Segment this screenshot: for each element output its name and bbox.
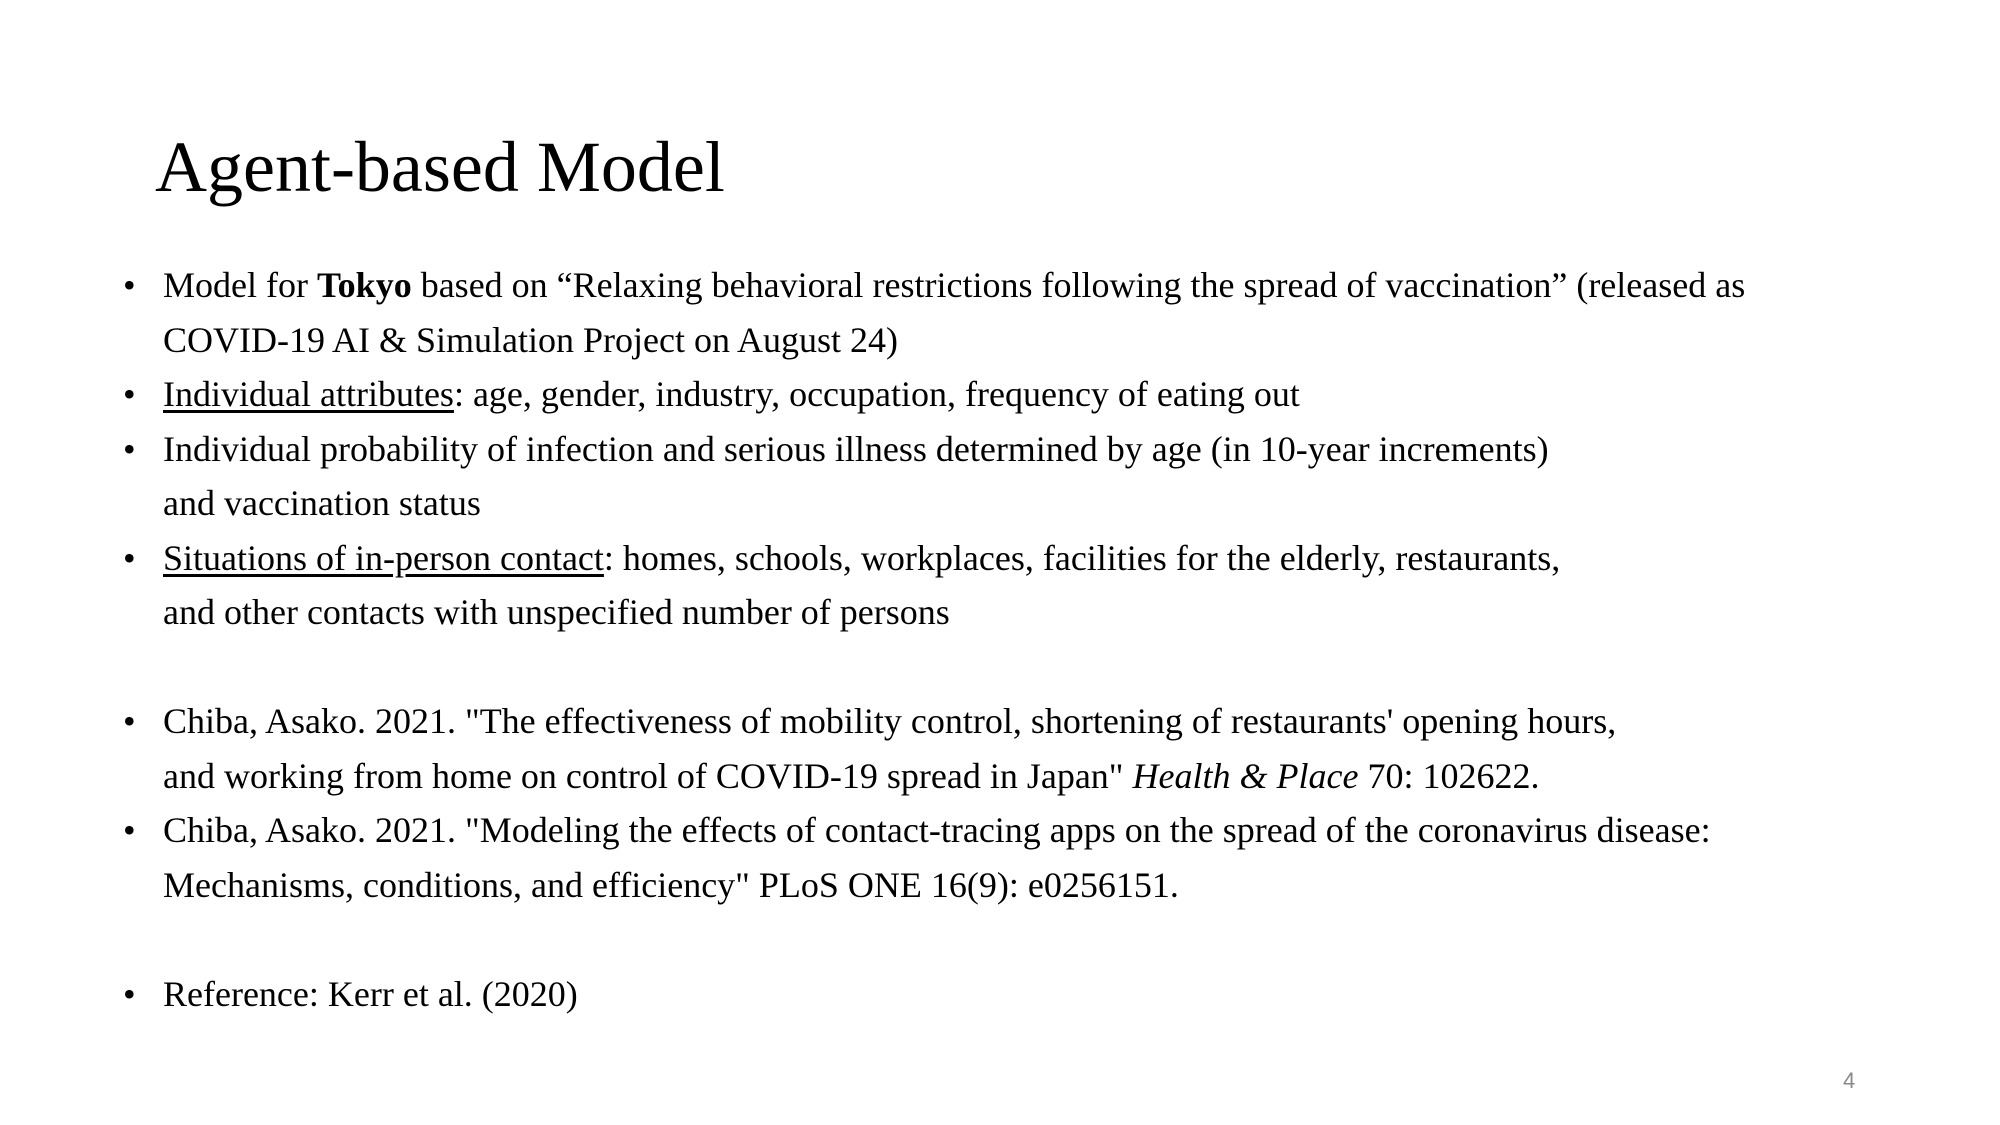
spacer bbox=[123, 640, 1923, 695]
reference-text: and working from home on control of COVID-19 spread in Japan" bbox=[163, 755, 1133, 796]
bullet-dot: • bbox=[123, 701, 136, 741]
underlined-term: Individual attributes bbox=[163, 374, 454, 414]
bullet-dot: • bbox=[123, 265, 136, 305]
bullet-model-tokyo bbox=[123, 258, 1923, 367]
reference-chiba-contact-tracing bbox=[123, 803, 1923, 912]
reference-text: Mechanisms, conditions, and efficiency" PLoS ONE 16(9): e0256151. bbox=[163, 864, 1179, 905]
bullet-dot: • bbox=[123, 973, 136, 1014]
bullet-dot: • bbox=[123, 810, 136, 850]
reference-chiba-mobility bbox=[123, 694, 1923, 803]
bullet-text: Individual probability of infection and serious illness determined by age (in 10-year increments) bbox=[163, 428, 1549, 469]
reference-kerr bbox=[123, 967, 1923, 1022]
bullet-text-continuation: COVID-19 AI & Simulation Project on August 24) bbox=[163, 319, 898, 360]
reference-text: Reference: Kerr et al. (2020) bbox=[163, 973, 578, 1014]
bullet-text: based on “Relaxing behavioral restrictions following the spread of vaccination” (released as bbox=[411, 265, 1746, 305]
bullet-infection-probability bbox=[123, 422, 1923, 531]
bullet-text-continuation: and vaccination status bbox=[163, 483, 481, 523]
slide-title: Agent-based Model bbox=[155, 127, 725, 207]
bold-tokyo: Tokyo bbox=[316, 265, 412, 305]
slide-body bbox=[123, 258, 1923, 1021]
spacer bbox=[123, 912, 1923, 967]
reference-text: Chiba, Asako. 2021. "The effectiveness of mobility control, shortening of restaurants' opening hours, bbox=[163, 701, 1617, 741]
bullet-text: Model for bbox=[163, 265, 317, 305]
bullet-dot: • bbox=[123, 374, 136, 414]
reference-text: Chiba, Asako. 2021. "Modeling the effects of contact-tracing apps on the spread of the coronavirus disease: bbox=[163, 810, 1711, 850]
bullet-text: : age, gender, industry, occupation, frequency of eating out bbox=[453, 374, 1300, 414]
journal-name: Health & Place bbox=[1132, 755, 1359, 796]
underlined-term: Situations of in-person contact bbox=[163, 537, 604, 578]
bullet-dot: • bbox=[123, 428, 136, 469]
reference-text: 70: 102622. bbox=[1358, 755, 1540, 796]
page-number: 4 bbox=[1843, 1068, 1856, 1093]
bullet-individual-attributes bbox=[123, 367, 1923, 422]
bullet-dot: • bbox=[123, 537, 136, 578]
bullet-text: : homes, schools, workplaces, facilities for the elderly, restaurants, bbox=[603, 537, 1561, 578]
bullet-text-continuation: and other contacts with unspecified number of persons bbox=[163, 592, 950, 632]
bullet-contact-situations bbox=[123, 531, 1923, 640]
